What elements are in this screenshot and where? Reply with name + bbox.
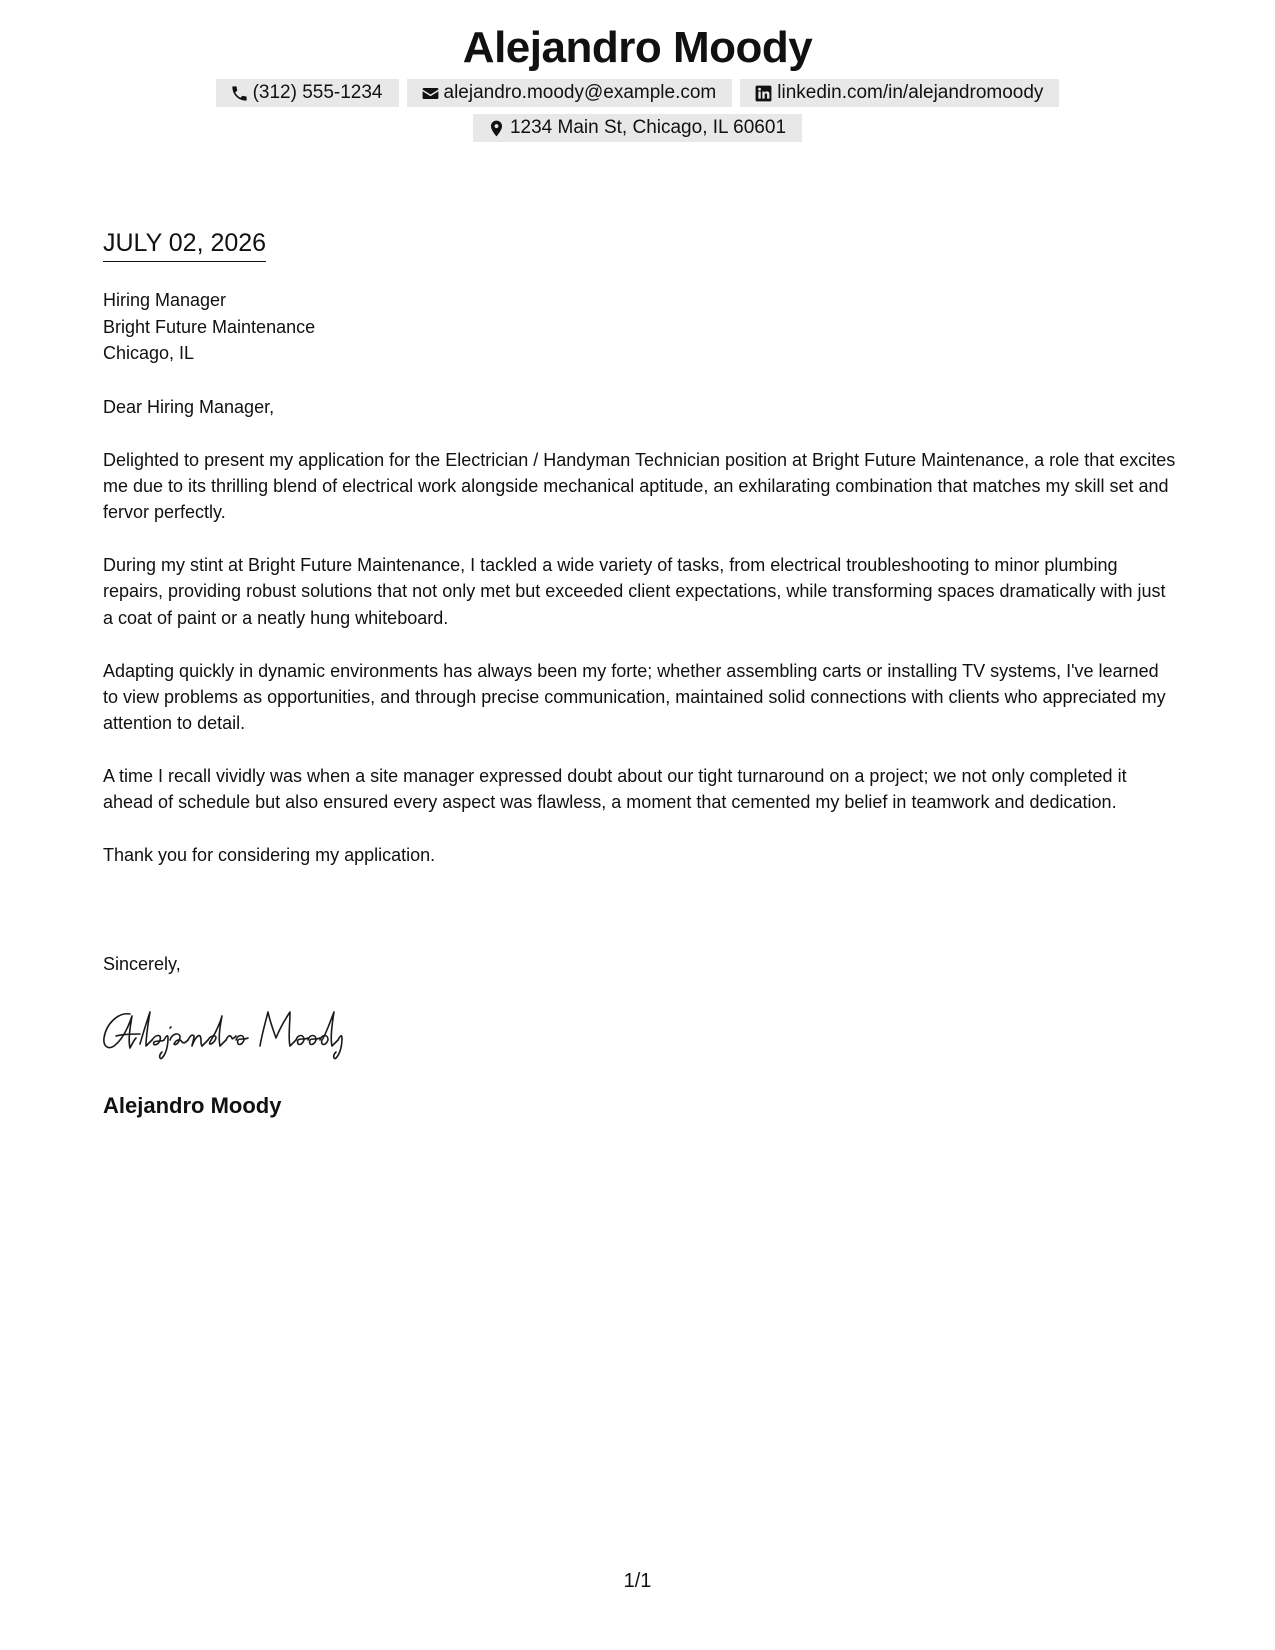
body-paragraph: Delighted to present my application for the Electrician / Handyman Technician position at Bright Future Maintenance, a role that excites me due to its thrilling blend of electrical work alongside mechanical aptitude, an exhilarating combination that matches my skill set and fervor perfectly. <box>103 449 1176 523</box>
letter-date: JULY 02, 2026 <box>103 228 266 262</box>
closing-line: Sincerely, <box>103 954 181 974</box>
body-paragraph: A time I recall vividly was when a site manager expressed doubt about our tight turnaround on a project; we not only completed it ahead of schedule but also ensured every aspect was flawless, a moment that cemented my belief in teamwork and dedication. <box>103 765 1127 813</box>
phone-text: (312) 555-1234 <box>252 82 383 103</box>
applicant-name: Alejandro Moody <box>462 23 813 72</box>
body-paragraph: Adapting quickly in dynamic environments has always been my forte; whether assembling carts or installing TV systems, I've learned to view problems as opportunities, and through precise communication, maintained solid connections with clients who appreciated my attention to detail. <box>103 660 1166 734</box>
salutation: Dear Hiring Manager, <box>103 397 275 417</box>
linkedin-text: linkedin.com/in/alejandromoody <box>777 82 1044 103</box>
map-marker-icon <box>487 119 506 138</box>
contact-email[interactable] <box>407 79 733 107</box>
letter-date-block <box>103 228 266 262</box>
email-text: alejandro.moody@example.com <box>443 82 717 103</box>
recipient-company: Bright Future Maintenance <box>103 316 316 337</box>
recipient-location: Chicago, IL <box>103 343 195 363</box>
contact-row-secondary <box>0 114 1275 142</box>
contact-row-primary <box>0 79 1275 107</box>
letter-header <box>0 22 1275 142</box>
envelope-icon <box>421 84 440 103</box>
contact-address <box>473 114 802 142</box>
contact-linkedin[interactable] <box>740 79 1059 107</box>
linkedin-icon <box>754 84 773 103</box>
phone-icon <box>230 84 249 103</box>
page-number: 1/1 <box>623 1570 652 1592</box>
signer-name: Alejandro Moody <box>103 1093 282 1118</box>
letter-body <box>103 394 1178 895</box>
thanks-line: Thank you for considering my application. <box>103 845 436 866</box>
handwritten-signature <box>100 1000 370 1060</box>
contact-phone[interactable] <box>216 79 399 107</box>
address-text: 1234 Main St, Chicago, IL 60601 <box>509 117 787 138</box>
recipient-title: Hiring Manager <box>103 290 227 310</box>
body-paragraph: During my stint at Bright Future Maintenance, I tackled a wide variety of tasks, from electrical troubleshooting to minor plumbing repairs, providing robust solutions that not only met but exceeded client expectations, while transforming spaces dramatically with just a coat of paint or a neatly hung whiteboard. <box>103 555 1166 628</box>
recipient-block <box>103 287 315 367</box>
